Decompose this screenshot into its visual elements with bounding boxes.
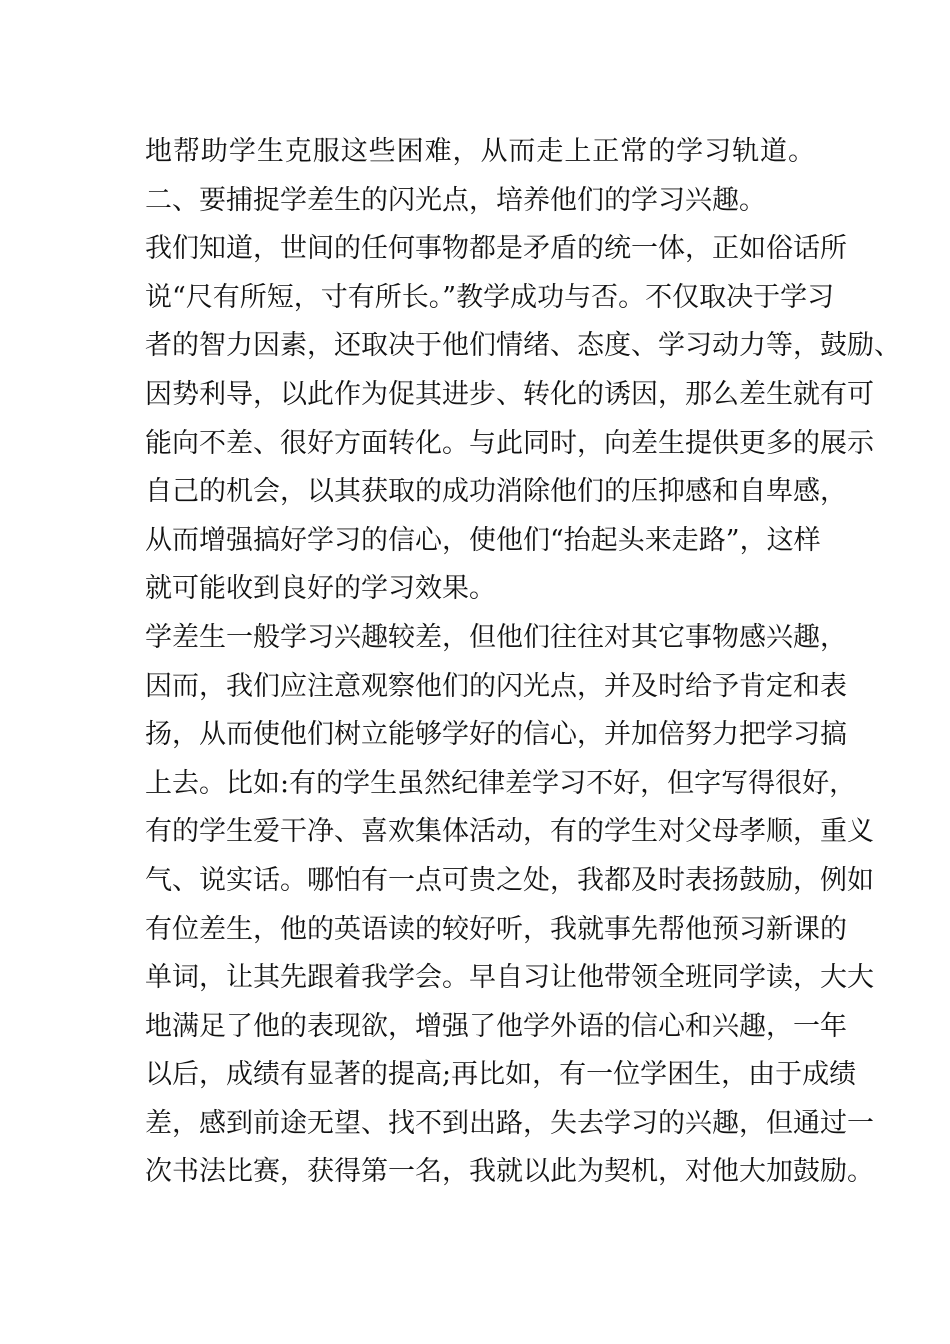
text-line: 扬，从而使他们树立能够学好的信心，并加倍努力把学习搞 bbox=[145, 719, 847, 751]
section-heading: 二、要捕捉学差生的闪光点，培养他们的学习兴趣。 bbox=[145, 184, 766, 216]
text-line: 有位差生，他的英语读的较好听，我就事先帮他预习新课的 bbox=[145, 913, 847, 945]
text-line: 地帮助学生克服这些困难，从而走上正常的学习轨道。 bbox=[145, 136, 815, 167]
text-line: 就可能收到良好的学习效果。 bbox=[145, 573, 496, 605]
text-line: 我们知道，世间的任何事物都是矛盾的统一体，正如俗话所 bbox=[145, 233, 847, 265]
text-line: 说“尺有所短，寸有所长。”教学成功与否。不仅取决于学习 bbox=[145, 281, 835, 313]
body-text bbox=[145, 128, 901, 1197]
text-line: 有的学生爱干净、喜欢集体活动，有的学生对父母孝顺，重义 bbox=[145, 816, 874, 848]
text-line: 次书法比赛，获得第一名，我就以此为契机，对他大加鼓励。 bbox=[145, 1156, 874, 1188]
text-line: 地满足了他的表现欲，增强了他学外语的信心和兴趣，一年 bbox=[145, 1010, 847, 1042]
text-line: 因而，我们应注意观察他们的闪光点，并及时给予肯定和表 bbox=[145, 670, 847, 702]
text-line: 者的智力因素，还取决于他们情绪、态度、学习动力等，鼓励、 bbox=[145, 330, 901, 362]
text-line: 差，感到前途无望、找不到出路，失去学习的兴趣，但通过一 bbox=[145, 1107, 874, 1139]
text-line: 气、说实话。哪怕有一点可贵之处，我都及时表扬鼓励，例如 bbox=[145, 864, 874, 896]
text-line: 以后，成绩有显著的提高;再比如，有一位学困生，由于成绩 bbox=[145, 1059, 857, 1091]
text-line: 因势利导，以此作为促其进步、转化的诱因，那么差生就有可 bbox=[145, 378, 874, 410]
text-line: 从而增强搞好学习的信心，使他们“抬起头来走路”，这样 bbox=[145, 524, 821, 556]
text-line: 上去。比如:有的学生虽然纪律差学习不好，但字写得很好， bbox=[145, 767, 857, 799]
text-line: 学差生一般学习兴趣较差，但他们往往对其它事物感兴趣， bbox=[145, 621, 847, 653]
text-line: 能向不差、很好方面转化。与此同时，向差生提供更多的展示 bbox=[145, 427, 874, 459]
text-line: 自己的机会，以其获取的成功消除他们的压抑感和自卑感， bbox=[145, 476, 847, 508]
text-line: 单词，让其先跟着我学会。早自习让他带领全班同学读，大大 bbox=[145, 962, 874, 994]
